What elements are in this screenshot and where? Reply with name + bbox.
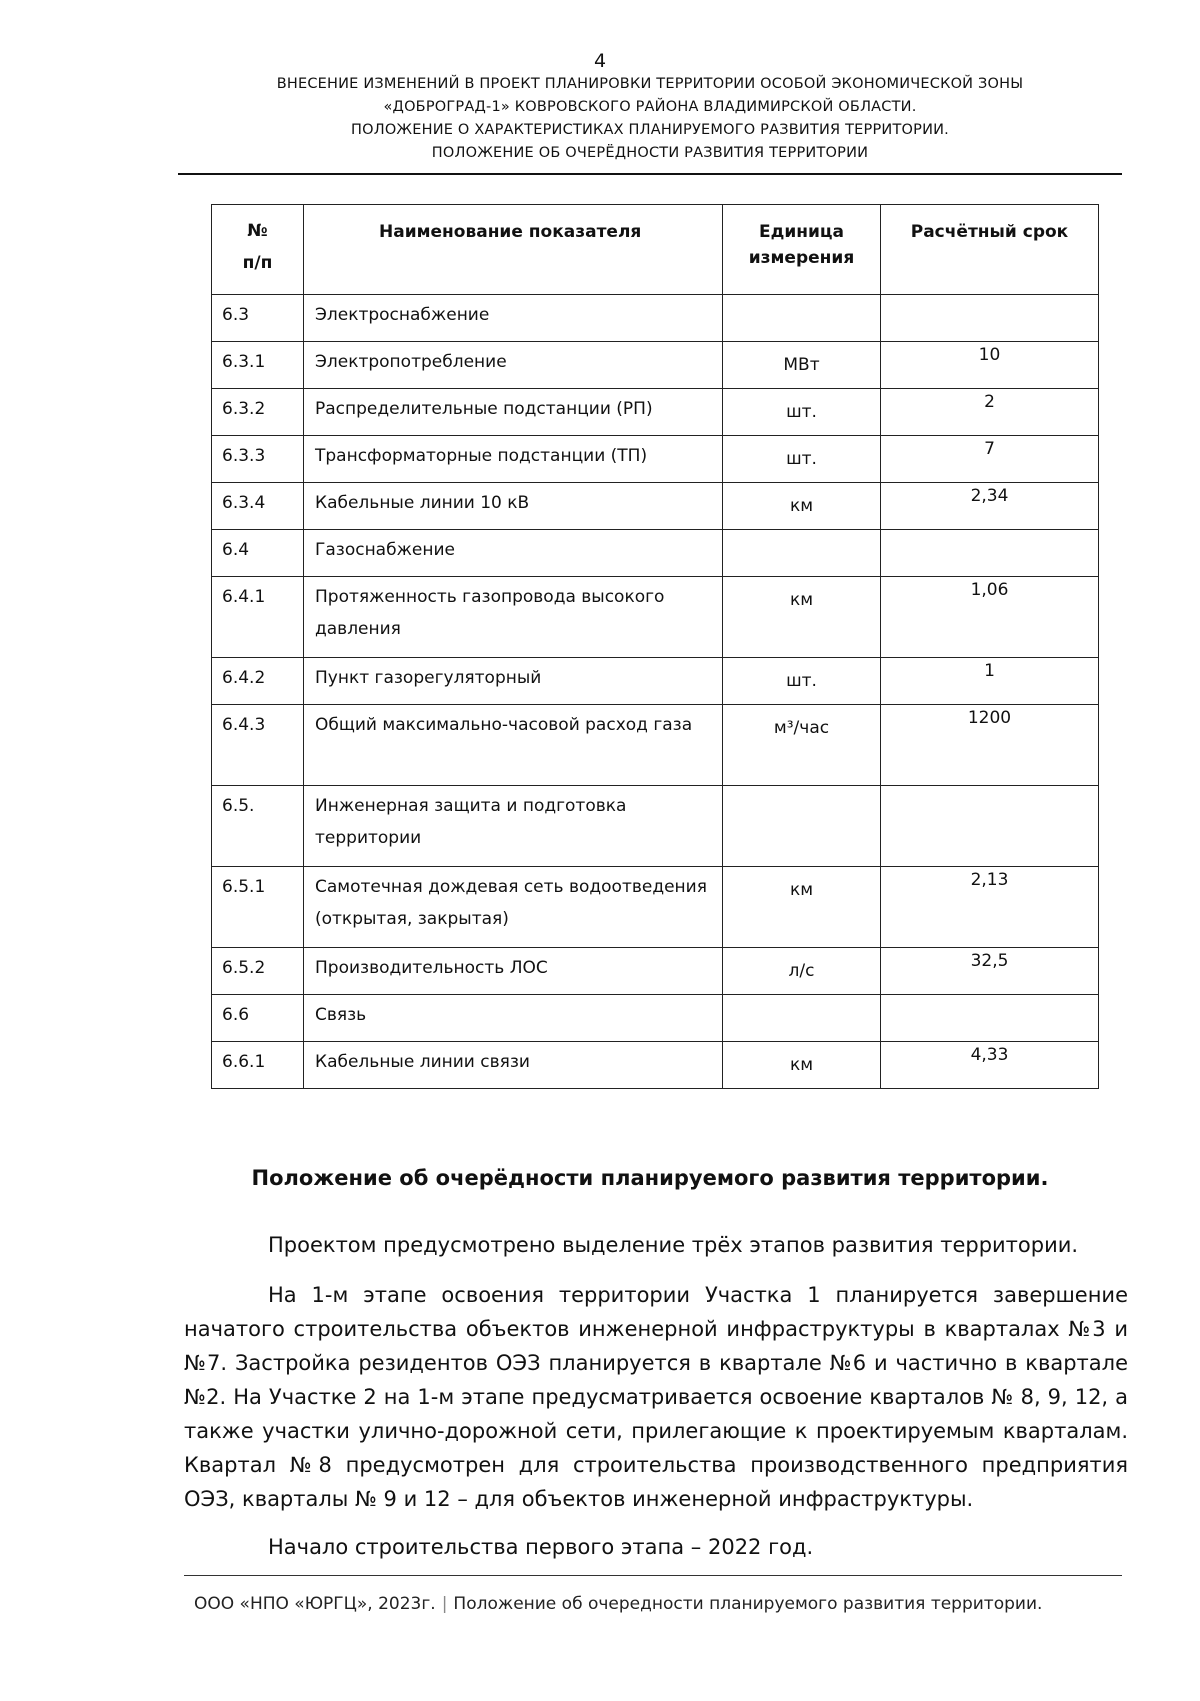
- footer-title: Положение об очередности планируемого развития территории.: [453, 1594, 1043, 1614]
- row-indicator-name: Распределительные подстанции (РП): [304, 389, 723, 436]
- header-line-1: ВНЕСЕНИЕ ИЗМЕНЕНИЙ В ПРОЕКТ ПЛАНИРОВКИ ТЕРРИТОРИИ ОСОБОЙ ЭКОНОМИЧЕСКОЙ ЗОНЫ: [276, 76, 1024, 92]
- row-value: [881, 295, 1099, 342]
- row-unit: шт.: [723, 658, 881, 705]
- row-unit: м³/час: [723, 705, 881, 786]
- header-unit: [723, 205, 881, 295]
- paragraph-2: На 1-м этапе освоения территории Участка 1 планируется завершение начатого строительства объектов инженерной инфраструктуры в кварталах №3 и №7. Застройка резидентов ОЭЗ планируется в квартале №6 и частично в квартале №2. На Участке 2 на 1-м этапе предусматривается освоение кварталов № 8, 9, 12, а также участки улично-дорожной сети, прилегающие к проектируемым кварталам. Квартал №8 предусмотрен для строительства производственного предприятия ОЭЗ, кварталы № 9 и 12 – для объектов инженерной инфраструктуры.: [184, 1283, 1128, 1511]
- table-row: [212, 705, 1099, 786]
- footer-organization: ООО «НПО «ЮРГЦ», 2023г.: [194, 1594, 436, 1614]
- row-unit: км: [723, 577, 881, 658]
- row-indicator-name: Кабельные линии 10 кВ: [304, 483, 723, 530]
- row-value: 1200: [881, 705, 1099, 786]
- header-unit-line1: Единица: [759, 222, 844, 242]
- table-row: [212, 483, 1099, 530]
- row-number: 6.4.1: [212, 577, 304, 658]
- section-title: Положение об очерёдности планируемого развития территории.: [251, 1166, 1049, 1190]
- row-number: 6.3.3: [212, 436, 304, 483]
- row-unit: [723, 786, 881, 867]
- row-number: 6.3: [212, 295, 304, 342]
- table-row: [212, 577, 1099, 658]
- paragraph-3: Начало строительства первого этапа – 2022 год.: [268, 1535, 814, 1559]
- row-unit: [723, 995, 881, 1042]
- row-indicator-name: Самотечная дождевая сеть водоотведения (открытая, закрытая): [304, 867, 723, 948]
- row-unit: л/с: [723, 948, 881, 995]
- row-indicator-name: Кабельные линии связи: [304, 1042, 723, 1089]
- paragraph-1: Проектом предусмотрено выделение трёх этапов развития территории.: [268, 1233, 1079, 1257]
- row-indicator-name: Пункт газорегуляторный: [304, 658, 723, 705]
- row-number: 6.5.2: [212, 948, 304, 995]
- row-indicator-name: Газоснабжение: [304, 530, 723, 577]
- header-indicator-name: Наименование показателя: [304, 205, 723, 295]
- row-value: 2,34: [881, 483, 1099, 530]
- row-value: [881, 530, 1099, 577]
- table-row: [212, 436, 1099, 483]
- row-indicator-name: Производительность ЛОС: [304, 948, 723, 995]
- header-term: Расчётный срок: [881, 205, 1099, 295]
- page-number: 4: [593, 50, 607, 72]
- row-number: 6.5.1: [212, 867, 304, 948]
- row-unit: [723, 530, 881, 577]
- row-value: 2,13: [881, 867, 1099, 948]
- footer-separator: |: [441, 1594, 448, 1614]
- header-number: [212, 205, 304, 295]
- row-value: [881, 786, 1099, 867]
- table-row: [212, 867, 1099, 948]
- row-value: 4,33: [881, 1042, 1099, 1089]
- table-row: [212, 995, 1099, 1042]
- row-indicator-name: Связь: [304, 995, 723, 1042]
- row-indicator-name: Инженерная защита и подготовка территории: [304, 786, 723, 867]
- row-indicator-name: Протяженность газопровода высокого давления: [304, 577, 723, 658]
- row-number: 6.3.4: [212, 483, 304, 530]
- row-unit: шт.: [723, 436, 881, 483]
- row-number: 6.4.2: [212, 658, 304, 705]
- table-row: [212, 530, 1099, 577]
- document-header: [180, 73, 1120, 165]
- row-number: 6.5.: [212, 786, 304, 867]
- section-body: [184, 1228, 1128, 1578]
- table-row: [212, 389, 1099, 436]
- row-unit: км: [723, 483, 881, 530]
- row-value: 1,06: [881, 577, 1099, 658]
- row-indicator-name: Общий максимально-часовой расход газа: [304, 705, 723, 786]
- row-number: 6.3.1: [212, 342, 304, 389]
- table-header-row: [212, 205, 1099, 295]
- header-unit-line2: измерения: [748, 248, 855, 268]
- row-value: 32,5: [881, 948, 1099, 995]
- page-footer: [194, 1588, 1054, 1621]
- row-value: 7: [881, 436, 1099, 483]
- row-value: 1: [881, 658, 1099, 705]
- row-value: [881, 995, 1099, 1042]
- table-body: [212, 295, 1099, 1089]
- row-number: 6.6.1: [212, 1042, 304, 1089]
- row-unit: км: [723, 867, 881, 948]
- row-unit: км: [723, 1042, 881, 1089]
- footer-divider: [184, 1575, 1122, 1576]
- table-row: [212, 295, 1099, 342]
- row-indicator-name: Электропотребление: [304, 342, 723, 389]
- header-divider: [178, 173, 1122, 175]
- row-unit: [723, 295, 881, 342]
- row-number: 6.3.2: [212, 389, 304, 436]
- row-indicator-name: Трансформаторные подстанции (ТП): [304, 436, 723, 483]
- header-line-4: ПОЛОЖЕНИЕ ОБ ОЧЕРЁДНОСТИ РАЗВИТИЯ ТЕРРИТОРИИ: [431, 145, 869, 161]
- row-indicator-name: Электроснабжение: [304, 295, 723, 342]
- table-row: [212, 786, 1099, 867]
- row-unit: МВт: [723, 342, 881, 389]
- indicators-table: [211, 204, 1099, 1089]
- header-number-line1: №: [247, 221, 268, 241]
- row-number: 6.4: [212, 530, 304, 577]
- row-number: 6.6: [212, 995, 304, 1042]
- header-number-line2: п/п: [242, 253, 273, 273]
- row-number: 6.4.3: [212, 705, 304, 786]
- row-unit: шт.: [723, 389, 881, 436]
- table-row: [212, 1042, 1099, 1089]
- header-line-2: «ДОБРОГРАД-1» КОВРОВСКОГО РАЙОНА ВЛАДИМИРСКОЙ ОБЛАСТИ.: [383, 99, 917, 115]
- row-value: 10: [881, 342, 1099, 389]
- table-row: [212, 948, 1099, 995]
- row-value: 2: [881, 389, 1099, 436]
- header-line-3: ПОЛОЖЕНИЕ О ХАРАКТЕРИСТИКАХ ПЛАНИРУЕМОГО РАЗВИТИЯ ТЕРРИТОРИИ.: [351, 122, 949, 138]
- table-row: [212, 658, 1099, 705]
- table-row: [212, 342, 1099, 389]
